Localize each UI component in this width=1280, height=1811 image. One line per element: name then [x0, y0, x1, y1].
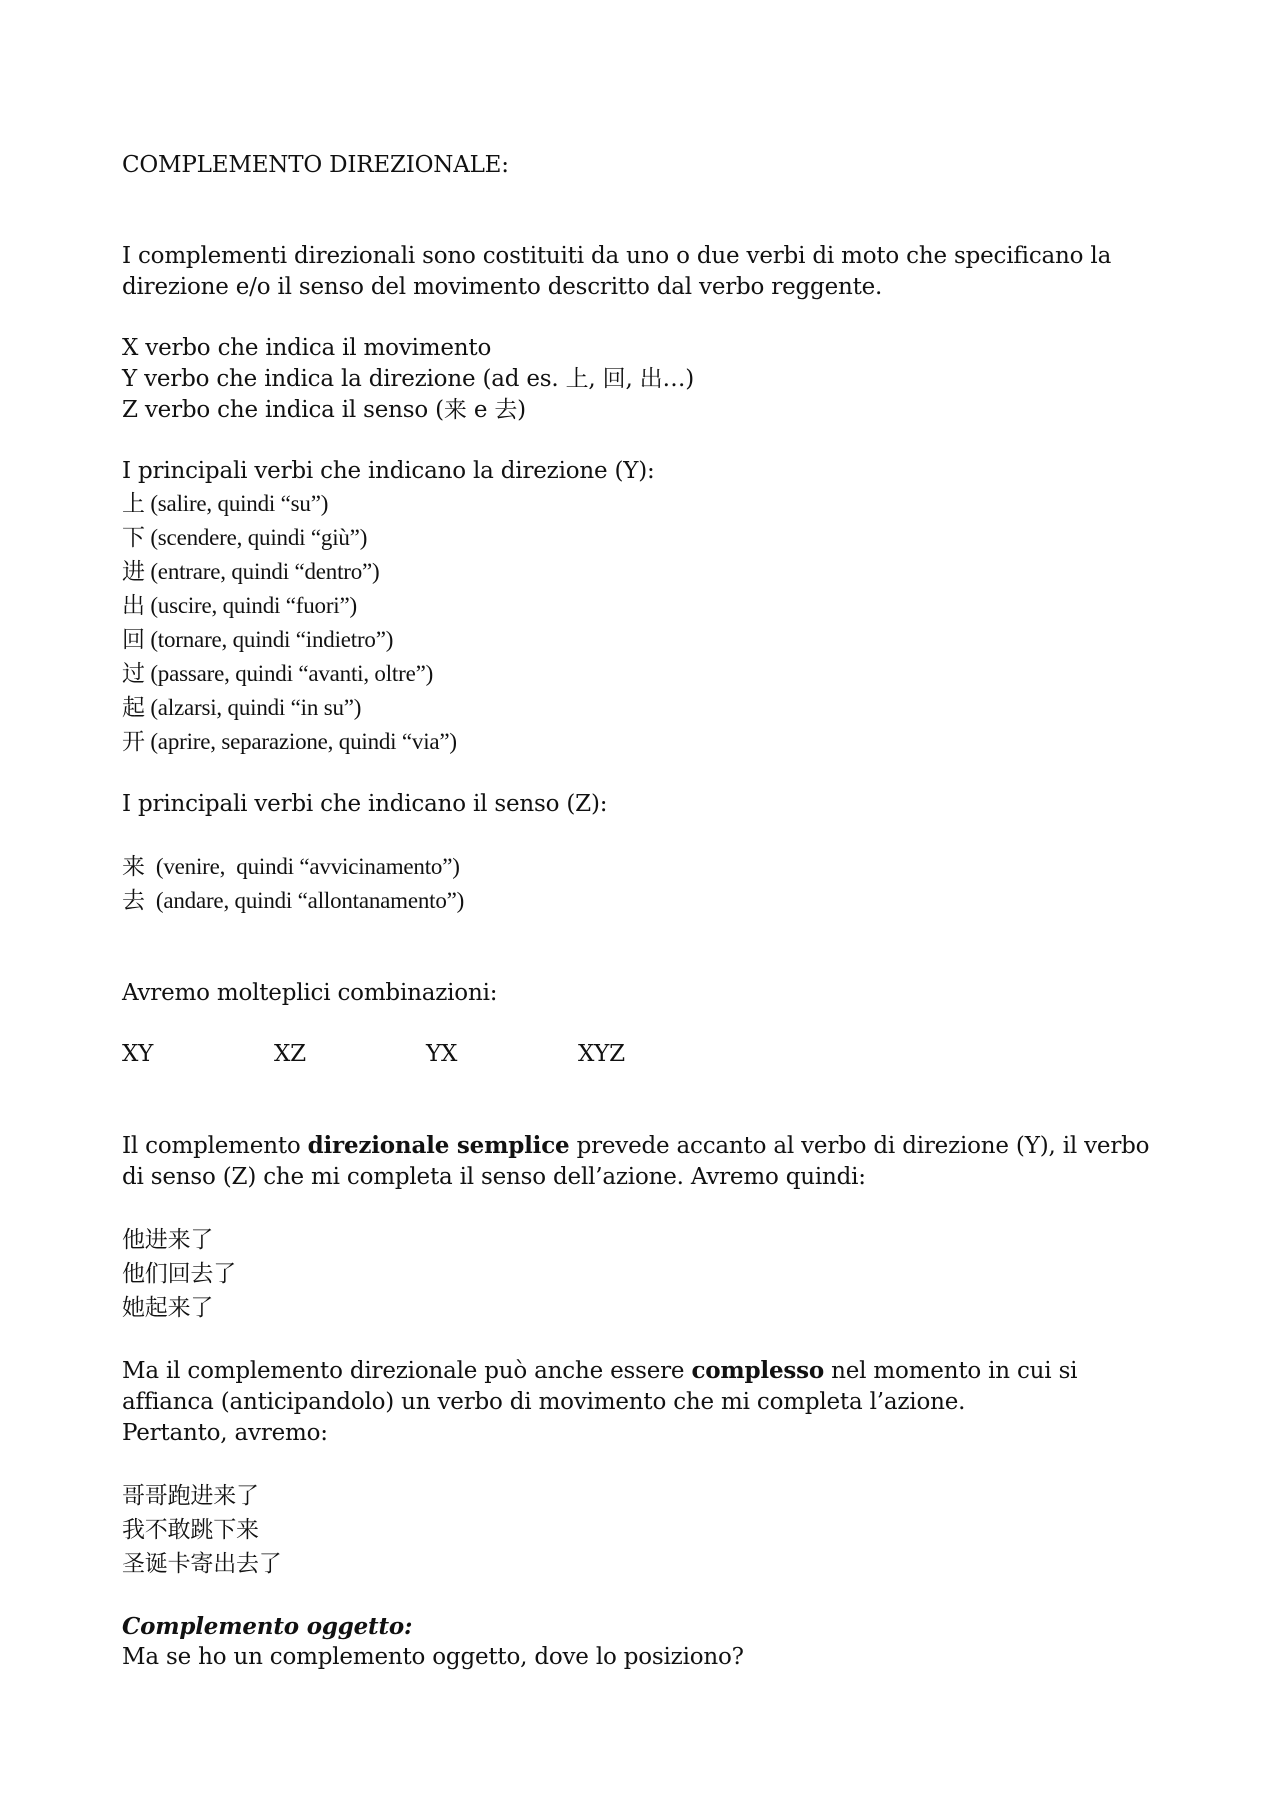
definition-z: Z verbo che indica il senso (来 e 去): [122, 397, 526, 423]
list-item: 起 (alzarsi, quindi “in su”): [122, 695, 362, 720]
list-item: 圣诞卡寄出去了: [122, 1551, 282, 1576]
list-item: 来 (venire, quindi “avvicinamento”): [122, 854, 460, 879]
complex-line-2: Pertanto, avremo:: [122, 1420, 328, 1446]
definition-y: Y verbo che indica la direzione (ad es. 上, 回, 出…): [122, 366, 695, 392]
list-item: 出 (uscire, quindi “fuori”): [122, 593, 357, 618]
direction-heading: I principali verbi che indicano la direzione (Y):: [122, 458, 655, 484]
simple-text-before: Il complemento: [122, 1133, 308, 1159]
list-item: 开 (aprire, separazione, quindi “via”): [122, 729, 457, 754]
combination-item: XY: [122, 1041, 154, 1067]
list-item: 去 (andare, quindi “allontanamento”): [122, 888, 465, 913]
definitions-list: [122, 333, 1162, 426]
simple-examples-list: [122, 1223, 1162, 1325]
simple-bold-term: direzionale semplice: [307, 1132, 570, 1159]
list-item: 他进来了: [122, 1227, 214, 1252]
page-title: COMPLEMENTO DIREZIONALE:: [122, 152, 509, 178]
simple-paragraph: [122, 1130, 1162, 1193]
combination-item: XZ: [274, 1041, 306, 1067]
list-item: 他们回去了: [122, 1261, 237, 1286]
direction-verbs-list: [122, 487, 1162, 759]
list-item: 上 (salire, quindi “su”): [122, 491, 329, 516]
list-item: 我不敢跳下来: [122, 1517, 259, 1542]
complex-examples-list: [122, 1479, 1162, 1581]
list-item: 她起来了: [122, 1295, 214, 1320]
object-question: Ma se ho un complemento oggetto, dove lo posiziono?: [122, 1644, 744, 1670]
definition-x: X verbo che indica il movimento: [122, 335, 492, 361]
document-body: [122, 150, 1162, 1673]
list-item: 回 (tornare, quindi “indietro”): [122, 627, 394, 652]
complex-bold-term: complesso: [691, 1357, 825, 1384]
intro-paragraph: I complementi direzionali sono costituiti da uno o due verbi di moto che specificano la direzione e/o il senso del movimento descritto dal verbo reggente.: [122, 243, 1112, 300]
complex-text-before: Ma il complemento direzionale può anche essere: [122, 1358, 692, 1384]
combinations-heading: Avremo molteplici combinazioni:: [122, 980, 498, 1006]
combination-item: YX: [426, 1041, 458, 1067]
object-heading: Complemento oggetto:: [122, 1613, 413, 1640]
list-item: 过 (passare, quindi “avanti, oltre”): [122, 661, 434, 686]
simple-text-after: prevede accanto al verbo di direzione (Y), il verbo di senso (Z) che mi completa il senso dell’azione. Avremo quindi:: [122, 1133, 1150, 1190]
sense-heading: I principali verbi che indicano il senso (Z):: [122, 791, 608, 817]
list-item: 下 (scendere, quindi “giù”): [122, 525, 368, 550]
complex-text-after: nel momento in cui si affianca (anticipandolo) un verbo di movimento che mi completa l’azione.: [122, 1358, 1078, 1415]
list-item: 哥哥跑进来了: [122, 1483, 259, 1508]
list-item: 进 (entrare, quindi “dentro”): [122, 559, 380, 584]
complex-paragraph: [122, 1355, 1162, 1418]
combination-item: XYZ: [578, 1041, 625, 1067]
combinations-row: [122, 1039, 1162, 1070]
sense-verbs-list: [122, 850, 1162, 918]
